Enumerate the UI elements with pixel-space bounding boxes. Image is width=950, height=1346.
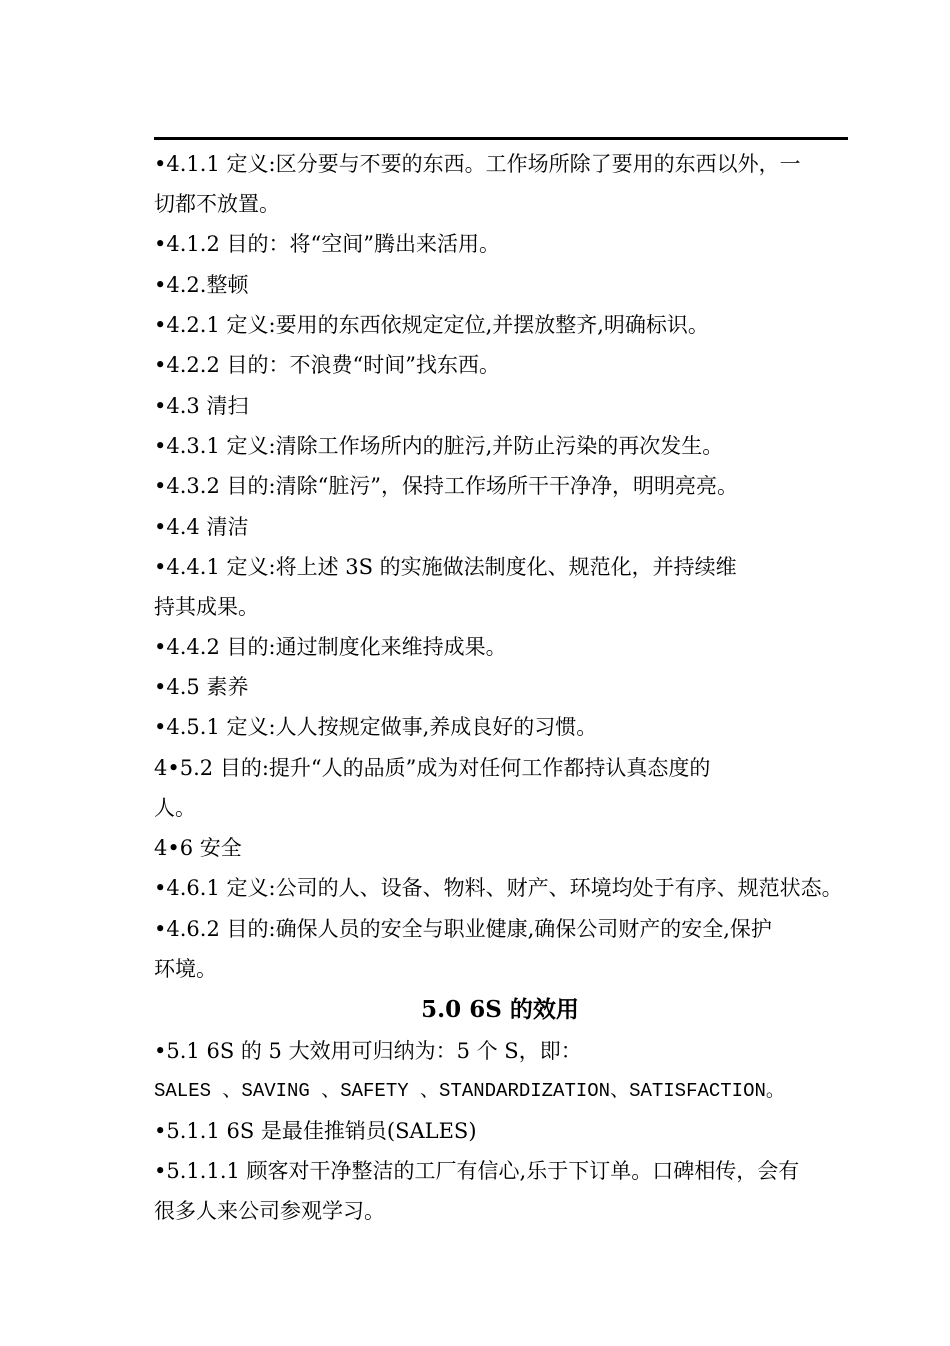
text-line: 人。 <box>154 796 196 820</box>
text-line: •4.3.1 定义:清除工作场所内的脏污,并防止污染的再次发生。 <box>154 434 724 458</box>
header-rule <box>154 137 848 140</box>
section-heading: 5.0 6S 的效用 <box>421 996 579 1023</box>
text-line: •5.1 6S 的 5 大效用可归纳为：5 个 S，即： <box>154 1039 582 1063</box>
text-line: •4.2.2 目的：不浪费“时间”找东西。 <box>154 353 500 377</box>
text-line: •4.3.2 目的:清除“脏污”，保持工作场所干干净净，明明亮亮。 <box>154 474 739 498</box>
text-line: 切都不放置。 <box>154 192 280 216</box>
text-line: •4.1.1 定义:区分要与不要的东西。工作场所除了要用的东西以外，一 <box>154 152 801 176</box>
text-line: 持其成果。 <box>154 595 259 619</box>
text-line: 环境。 <box>154 957 217 981</box>
text-line: •4.4 清洁 <box>154 515 249 539</box>
text-line: •4.5 素养 <box>154 675 249 699</box>
text-line: 4•6 安全 <box>154 836 242 860</box>
text-line: •4.6.1 定义:公司的人、设备、物料、财产、环境均处于有序、规范状态。 <box>154 876 843 900</box>
text-line: •5.1.1.1 顾客对干净整洁的工厂有信心,乐于下订单。口碑相传，会有 <box>154 1159 800 1183</box>
text-line: 4•5.2 目的:提升“人的品质”成为对任何工作都持认真态度的 <box>154 756 711 780</box>
text-line: •4.2.整顿 <box>154 273 249 297</box>
text-line: •4.2.1 定义:要用的东西依规定定位,并摆放整齐,明确标识。 <box>154 313 709 337</box>
text-line: SALES 、SAVING 、SAFETY 、STANDARDIZATION、SATISFACTION。 <box>154 1080 785 1102</box>
text-line: •4.5.1 定义:人人按规定做事,养成良好的习惯。 <box>154 715 598 739</box>
text-line: •4.6.2 目的:确保人员的安全与职业健康,确保公司财产的安全,保护 <box>154 917 772 941</box>
text-line: •5.1.1 6S 是最佳推销员(SALES) <box>154 1119 477 1143</box>
text-line: •4.4.2 目的:通过制度化来维持成果。 <box>154 635 507 659</box>
text-line: •4.4.1 定义:将上述 3S 的实施做法制度化、规范化，并持续维 <box>154 555 737 579</box>
text-line: •4.3 清扫 <box>154 394 249 418</box>
text-line: •4.1.2 目的：将“空间”腾出来活用。 <box>154 232 500 256</box>
text-line: 很多人来公司参观学习。 <box>154 1199 385 1223</box>
